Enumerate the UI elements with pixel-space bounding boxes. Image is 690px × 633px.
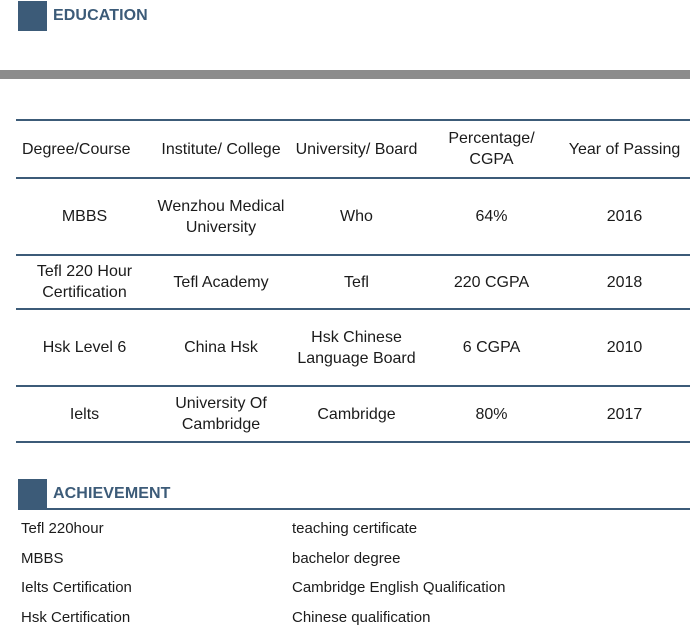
- column-header-institute: Institute/ College: [153, 120, 289, 178]
- cell-institute: Wenzhou Medical University: [153, 178, 289, 255]
- achievement-description: bachelor degree: [292, 549, 401, 567]
- list-item: [21, 603, 681, 633]
- education-title: EDUCATION: [53, 7, 148, 24]
- list-item: [21, 573, 681, 603]
- column-header-percentage: Percentage/ CGPA: [424, 120, 559, 178]
- table-row: [16, 309, 690, 386]
- cell-percentage: 80%: [424, 386, 559, 442]
- list-item: [21, 514, 681, 544]
- cell-percentage: 220 CGPA: [424, 255, 559, 309]
- table-row: [16, 178, 690, 255]
- cell-institute: University Of Cambridge: [153, 386, 289, 442]
- achievement-name: Ielts Certification: [21, 579, 132, 597]
- column-header-university: University/ Board: [289, 120, 424, 178]
- achievement-description: teaching certificate: [292, 520, 418, 538]
- achievement-description: Chinese qualification: [292, 608, 431, 626]
- list-item: [21, 544, 681, 574]
- cell-year: 2010: [559, 309, 690, 386]
- achievement-name: Tefl 220hour: [21, 520, 104, 538]
- cell-university: Cambridge: [289, 386, 424, 442]
- achievement-title: ACHIEVEMENT: [53, 485, 171, 502]
- cell-institute: Tefl Academy: [153, 255, 289, 309]
- achievement-section-header: [18, 479, 690, 509]
- education-section-header: [18, 1, 148, 31]
- cell-university: Tefl: [289, 255, 424, 309]
- cell-degree: Hsk Level 6: [16, 309, 153, 386]
- table-row: [16, 255, 690, 309]
- achievement-description: Cambridge English Qualification: [292, 579, 506, 597]
- cell-institute: China Hsk: [153, 309, 289, 386]
- cell-degree: MBBS: [16, 178, 153, 255]
- cell-percentage: 64%: [424, 178, 559, 255]
- cell-university: Hsk Chinese Language Board: [289, 309, 424, 386]
- cell-year: 2018: [559, 255, 690, 309]
- table-row: [16, 386, 690, 442]
- achievement-underline: [18, 508, 690, 510]
- cell-year: 2017: [559, 386, 690, 442]
- cell-degree: Ielts: [16, 386, 153, 442]
- section-marker: [18, 1, 47, 31]
- cell-year: 2016: [559, 178, 690, 255]
- column-header-year: Year of Passing: [559, 120, 690, 178]
- cell-percentage: 6 CGPA: [424, 309, 559, 386]
- achievement-name: MBBS: [21, 549, 64, 567]
- achievement-list: [21, 514, 681, 632]
- column-header-degree: Degree/Course: [16, 120, 153, 178]
- cell-university: Who: [289, 178, 424, 255]
- cell-degree: Tefl 220 Hour Certification: [16, 255, 153, 309]
- section-divider: [0, 70, 690, 79]
- section-marker: [18, 479, 47, 509]
- table-header-row: [16, 120, 690, 178]
- achievement-name: Hsk Certification: [21, 608, 131, 626]
- education-table: [16, 119, 690, 443]
